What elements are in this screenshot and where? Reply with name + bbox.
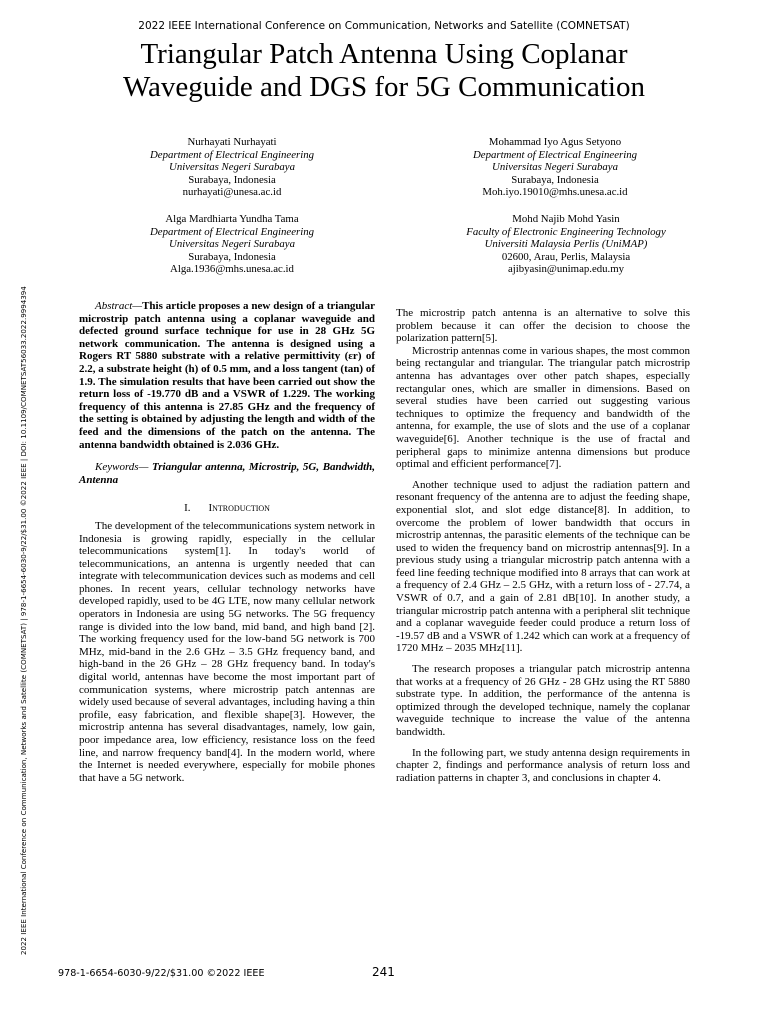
body-paragraph: Another technique used to adjust the radiation pattern and resonant frequency of the antenna are to adjust the feeding shape, exponential slot, and slot edge distance[8]. In addition, to overcome the problem of lower bandwidth that occurs in microstrip antennas, the parasitic elements of the technique can be used to widen the frequency band on microstrip antennas[9]. In a previous study using a triangular microstrip patch antenna with a feed line feeding technique modified into 8 arrays that can work at a frequency of 2.4 GHz – 2.5 GHz, with a return loss of - 27.74, a VSWR of 0.7, and a gain of 2.81 dB[10]. In another study, a triangular microstrip patch antenna with a peripheral slit technique and a coplanar waveguide feeder could produce a return loss of -19.57 dB and a VSWR of 1.242 which can work at a frequency of 1720 MHz – 2035 MHz[11]. bbox=[396, 478, 690, 655]
author-email: Alga.1936@mhs.unesa.ac.id bbox=[170, 263, 294, 276]
keywords bbox=[79, 461, 375, 486]
author-dept: Department of Electrical Engineering bbox=[149, 225, 314, 238]
title-line-1: Triangular Patch Antenna Using Coplanar bbox=[140, 38, 628, 70]
author-email: nurhayati@unesa.ac.id bbox=[182, 186, 282, 199]
right-column bbox=[396, 307, 690, 784]
body-paragraph: In the following part, we study antenna design requirements in chapter 2, findings and performance analysis of return loss and radiation patterns in chapter 3, and conclusions in chapter 4. bbox=[396, 746, 690, 784]
author-name: Mohammad Iyo Agus Setyono bbox=[488, 136, 622, 148]
author-email: Moh.iyo.19010@mhs.unesa.ac.id bbox=[482, 186, 628, 199]
section-title: Introduction bbox=[208, 502, 270, 515]
author-city: Surabaya, Indonesia bbox=[188, 173, 276, 186]
abstract bbox=[79, 300, 375, 451]
keywords-label: Keywords— bbox=[95, 461, 152, 474]
author-university: Universitas Negeri Surabaya bbox=[169, 238, 295, 251]
author-dept: Department of Electrical Engineering bbox=[472, 148, 637, 161]
author-university: Universitas Negeri Surabaya bbox=[169, 161, 295, 174]
author-city: Surabaya, Indonesia bbox=[511, 173, 599, 186]
page-number: 241 bbox=[372, 965, 395, 979]
body-paragraph: The microstrip patch antenna is an alternative to solve this problem because it can offer the decision to choose the polarization pattern[5]. bbox=[396, 307, 690, 345]
side-doi-text: 2022 IEEE International Conference on Communication, Networks and Satellite (COMNETSAT) | 978-1-6654-6030-9/22/$31.00 ©2022 IEEE | DOI: 10.1109/COMNETSAT56033.2022.9994394 bbox=[19, 286, 28, 955]
author-block-4 bbox=[426, 213, 706, 276]
keywords-text: Triangular antenna, Microstrip, 5G, Bandwidth, Antenna bbox=[79, 461, 375, 486]
abstract-label: Abstract— bbox=[95, 300, 143, 312]
author-university: Universiti Malaysia Perlis (UniMAP) bbox=[484, 238, 648, 251]
author-name: Alga Mardhiarta Yundha Tama bbox=[165, 213, 299, 225]
body-paragraph: The research proposes a triangular patch microstrip antenna that works at a frequency of 26 GHz - 28 GHz using the RT 5880 substrate type. In addition, the performance of the antenna is optimized through the developed technique, namely the coplanar waveguide technique to increase the value of the antenna bandwidth. bbox=[396, 663, 690, 738]
author-block-1 bbox=[92, 136, 372, 199]
author-city: Surabaya, Indonesia bbox=[188, 250, 276, 263]
paper-title bbox=[60, 38, 708, 104]
author-name: Nurhayati Nurhayati bbox=[187, 136, 277, 148]
author-city: 02600, Arau, Perlis, Malaysia bbox=[501, 250, 631, 263]
author-name: Mohd Najib Mohd Yasin bbox=[512, 213, 620, 225]
author-email: ajibyasin@unimap.edu.my bbox=[507, 263, 625, 276]
abstract-text: This article proposes a new design of a triangular microstrip patch antenna using a coplanar waveguide and defected ground surface technique for use in 28 GHz 5G network communication. The antenna is designed using a Rogers RT 5880 substrate with a relative permittivity (εr) of 2.2, a substrate height (h) of 0.5 mm, and a loss tangent (tan) of 1.9. The simulation results that have been carried out show the return loss of -19.770 dB and a VSWR of 1.229. The working frequency of this antenna is 27.85 GHz and the frequency of the setting is obtained by adjusting the length and width of the feed and the dimensions of the patch on the antenna. The antenna bandwidth obtained is 2.036 GHz. bbox=[79, 300, 375, 451]
author-block-2 bbox=[415, 136, 695, 199]
author-dept: Faculty of Electronic Engineering Technology bbox=[466, 225, 666, 238]
title-line-2: Waveguide and DGS for 5G Communication bbox=[123, 71, 645, 103]
footer-copyright: 978-1-6654-6030-9/22/$31.00 ©2022 IEEE bbox=[58, 968, 265, 979]
conference-header: 2022 IEEE International Conference on Communication, Networks and Satellite (COMNETSAT) bbox=[138, 20, 630, 32]
section-number: I. bbox=[184, 502, 191, 515]
section-heading bbox=[79, 502, 375, 515]
author-dept: Department of Electrical Engineering bbox=[149, 148, 314, 161]
left-column bbox=[79, 300, 375, 784]
body-paragraph: Microstrip antennas come in various shapes, the most common being rectangular and triangular. The triangular patch microstrip antenna has advantages over other patch shapes, especially rectangular ones, which are smaller in dimensions. Based on several studies have been carried out suggesting various techniques to optimize the frequency and bandwidth of the antenna, for example, the use of slots and the use of a coplanar waveguide[6]. Another technique is the use of fractal and peripheral gaps to minimize antenna dimensions but produce optimal and efficient performance[7]. bbox=[396, 344, 690, 471]
author-block-3 bbox=[92, 213, 372, 276]
author-university: Universitas Negeri Surabaya bbox=[492, 161, 618, 174]
intro-paragraph: The development of the telecommunications system network in Indonesia is growing rapidly, especially in the cellular telecommunications system[1]. In today's world of telecommunications, an antenna is urgently needed that can integrate with telecommunication devices such as modems and cell phones. In recent years, cellular technology networks have developed rapidly, used to be 4G LTE, now many cellular network operators in Indonesia are using 5G networks. The 5G frequency range is divided into the low band, mid band, and high band [2]. The working frequency used for the low-band 5G network is 700 MHz, mid-band in the 2.6 GHz – 3.5 GHz frequency band, and high-band in the 26 GHz – 28 GHz frequency band. In today's digital world, antennas have become the most important part of communication systems, where microstrip patch antennas are widely used because of several advantages, including having a thin profile, easy fabrication, and flexible shape[3]. However, the microstrip antenna has several disadvantages, namely, low gain, poor impedance area, low efficiency, resistance loss on the feed line, and narrow frequency band[4]. In the modern world, where the Internet is needed everywhere, especially for mobile phones that have a 5G network. bbox=[79, 519, 375, 784]
